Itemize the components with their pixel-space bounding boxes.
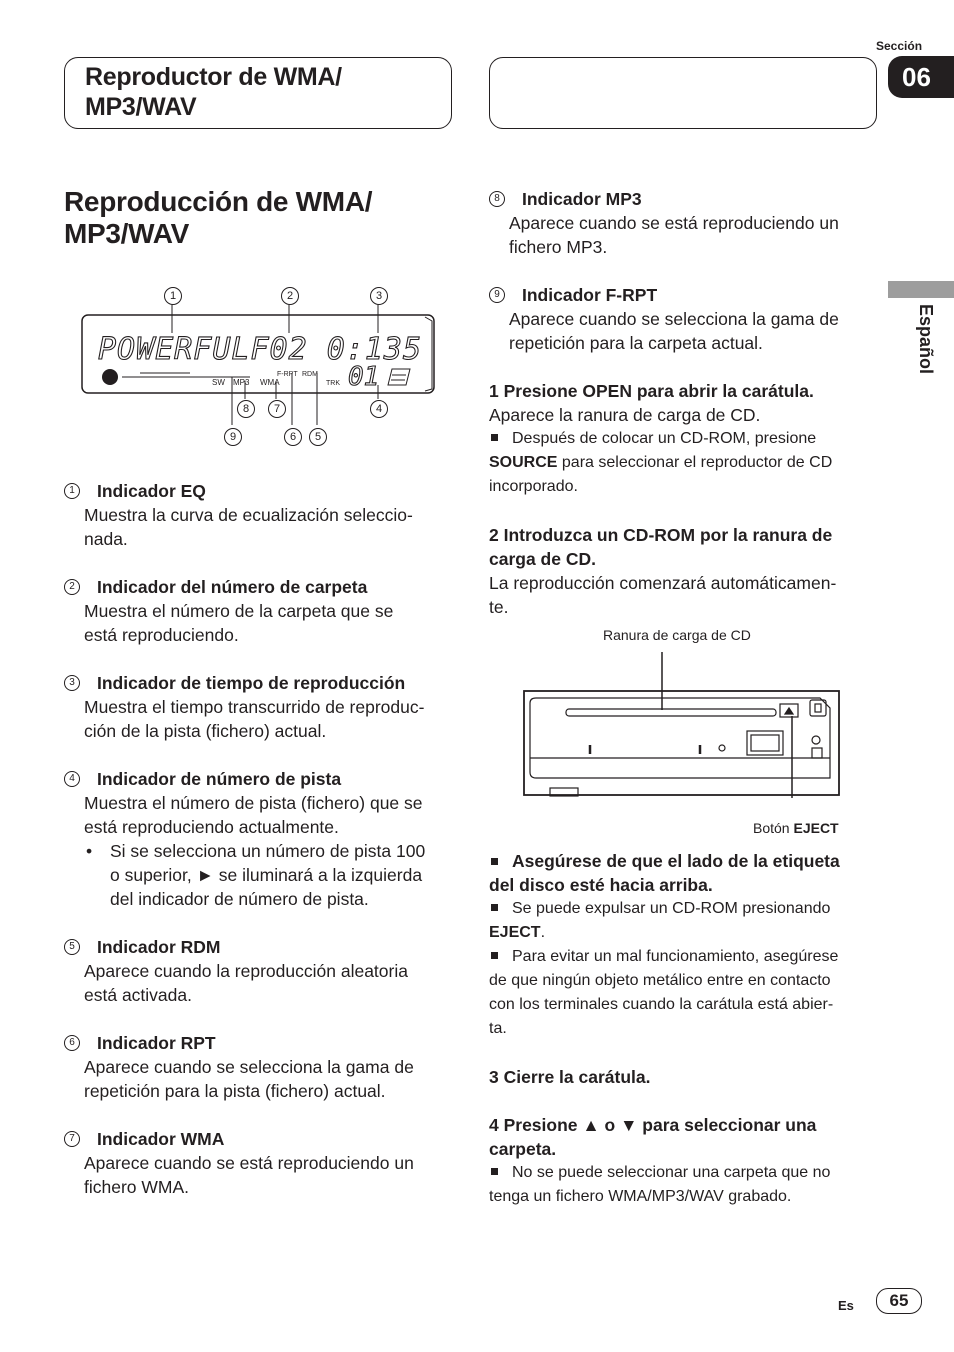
language-label: Español xyxy=(916,304,936,375)
fig-label-slot: Ranura de carga de CD xyxy=(603,627,751,643)
fig-label-eject: Botón EJECT xyxy=(753,820,839,836)
indicator-5: 5 Indicador RDM Aparece cuando la reproducción aleatoria está activada. xyxy=(64,935,452,1007)
label-trk: TRK xyxy=(326,380,340,387)
label-wma: WMA xyxy=(260,378,280,387)
indicator-2: 2 Indicador del número de carpeta Muestra el número de la carpeta que se está reproduciendo. xyxy=(64,575,452,647)
display-svg xyxy=(80,285,440,450)
display-track-num: 01 xyxy=(348,362,380,392)
indicator-1: 1 Indicador EQ Muestra la curva de ecualización seleccio- nada. xyxy=(64,479,452,551)
eq-icon xyxy=(102,369,118,385)
display-figure xyxy=(80,285,440,450)
indicator-3: 3 Indicador de tiempo de reproducción Muestra el tiempo transcurrido de reproduc- ción de la pista (fichero) actual. xyxy=(64,671,452,743)
step-4: 4 Presione ▲ o ▼ para seleccionar una xyxy=(489,1115,817,1135)
right-column xyxy=(489,187,881,619)
cd-unit-svg xyxy=(520,648,850,798)
left-column xyxy=(64,479,452,1223)
header-right-box xyxy=(489,57,877,129)
step-1: 1 Presione OPEN para abrir la carátula. Aparece la ranura de carga de CD. Después de colocar un CD-ROM, presione SOURCE para seleccionar el reproductor de CD incorporado. xyxy=(489,381,833,495)
section-label: Sección xyxy=(876,39,923,53)
step-3: 3 Cierre la carátula. xyxy=(489,1067,651,1087)
label-mp3: MP3 xyxy=(233,378,250,387)
callout-7: 7 xyxy=(268,400,286,418)
indicator-8: 8 Indicador MP3 Aparece cuando se está reproduciendo un fichero MP3. xyxy=(489,187,881,259)
label-rdm: RDM xyxy=(302,371,318,378)
callout-1: 1 xyxy=(164,287,182,305)
page-title: Reproducción de WMA/ MP3/WAV xyxy=(64,186,373,249)
callout-2: 2 xyxy=(281,287,299,305)
step-2: 2 Introduzca un CD-ROM por la ranura de carga de CD. La reproducción comenzará automáticamen- te. xyxy=(489,525,837,617)
section-number-tab: 06 xyxy=(888,56,954,98)
indicator-9: 9 Indicador F-RPT Aparece cuando se selecciona la gama de repetición para la carpeta actual. xyxy=(489,283,881,355)
callout-8: 8 xyxy=(237,400,255,418)
footer-lang-code: Es xyxy=(838,1298,854,1313)
cd-slot-figure xyxy=(520,648,850,798)
callout-5: 5 xyxy=(309,428,327,446)
callout-4: 4 xyxy=(370,400,388,418)
indicator-4: 4 Indicador de número de pista Muestra el número de pista (fichero) que se está reproduciendo actualmente. • Si se selecciona un número de pista 100 o superior, ► se iluminará a la izquierda del indicador de número de pista. xyxy=(64,767,452,911)
chapter-title: Reproductor de WMA/ MP3/WAV xyxy=(85,63,342,121)
page-number: 65 xyxy=(876,1288,922,1314)
callout-3: 3 xyxy=(370,287,388,305)
header-left-box xyxy=(64,57,452,129)
display-main-text: POWERFULF02 0:135 xyxy=(98,332,423,367)
callout-9: 9 xyxy=(224,428,242,446)
indicator-6: 6 Indicador RPT Aparece cuando se selecciona la gama de repetición para la pista (fichero) actual. xyxy=(64,1031,452,1103)
callout-6: 6 xyxy=(284,428,302,446)
indicator-7: 7 Indicador WMA Aparece cuando se está reproduciendo un fichero WMA. xyxy=(64,1127,452,1199)
right-column-lower: Asegúrese de que el lado de la etiqueta del disco esté hacia arriba. Se puede expulsar un CD-ROM presionando EJECT. Para evitar un mal funcionamiento, asegúrese de que ningún objeto metálico entre en contacto con los terminales cuando la carátula está abier- ta. 3 Cierre la carátula. 4 Presione ▲ o ▼ para seleccionar una carpeta. No se puede seleccionar una carpeta que no tenga un fichero WMA/MP3/WAV grabado. xyxy=(489,849,881,1209)
label-sw: SW xyxy=(212,378,225,387)
label-frpt: F-RPT xyxy=(277,371,298,378)
language-bar xyxy=(888,281,954,298)
